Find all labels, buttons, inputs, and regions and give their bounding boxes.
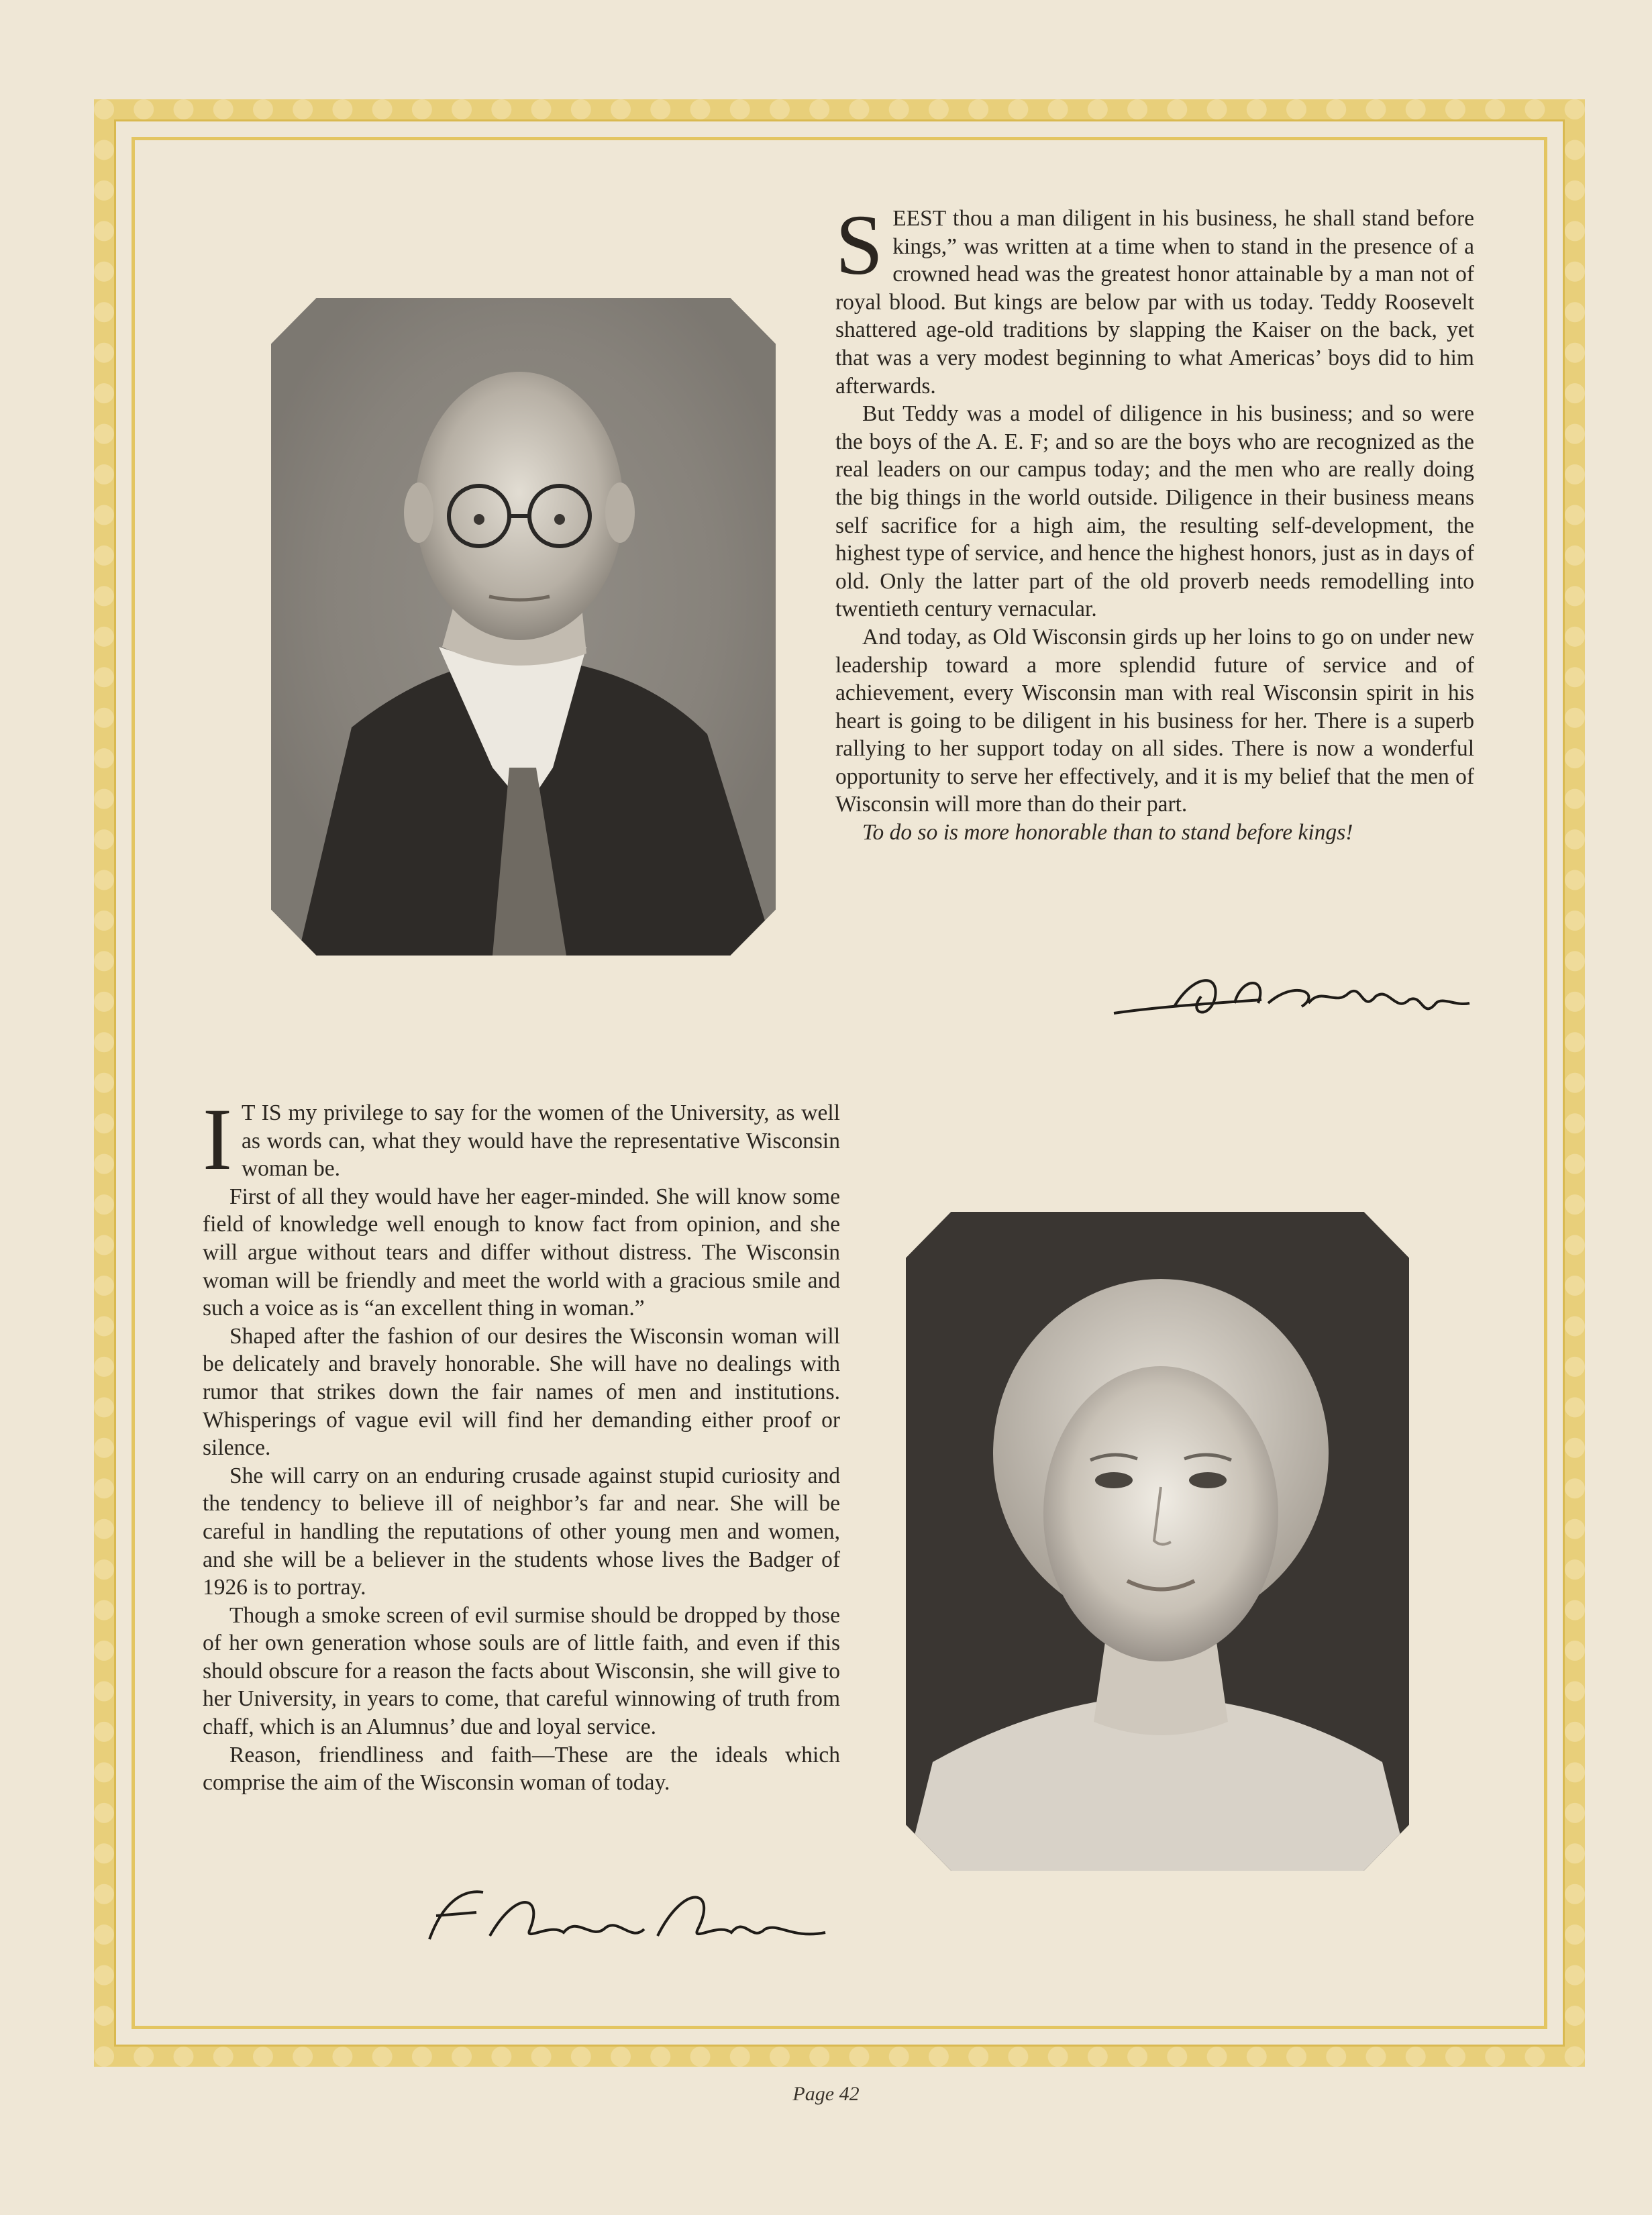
- article-men-paragraph: SEEST thou a man diligent in his business, he shall stand before kings,” was written at a time when to stand in the presence of a crowned head was the greatest honor attainable by a man not of royal blood. But kings are below par with us today. Teddy Roosevelt shattered age-old traditions by slapping the Kaiser on the back, yet that was a very modest beginning to what Americas’ boys did to him afterwards.: [835, 197, 1474, 399]
- article-women-paragraph: She will carry on an enduring crusade against stupid curiosity and the tendency to believe ill of neighbor’s far and near. She will be careful in handling the reputations of other young men and women, and she will be a believer in the students whose lives the Badger of 1926 is to portray.: [203, 1463, 840, 1600]
- article-men-paragraph: And today, as Old Wisconsin girds up her loins to go on under new leadership toward a more splendid future of service and of achievement, every Wisconsin man with real Wisconsin spirit in his heart is going to be diligent in his business for her. There is a superb rallying to her support today on all sides. There is now a wonderful opportunity to serve her effectively, and it is my belief that the men of Wisconsin will more than do their part.: [835, 624, 1474, 817]
- article-men-paragraph: But Teddy was a model of diligence in his business; and so were the boys of the A. E. F; and so are the boys who are recognized as the real leaders on our campus today; and the men who are really doing the big things in the world outside. Diligence in their business means self sacrifice for a high aim, the resulting self-development, the highest type of service, and hence the highest honors, just as in days of old. Only the latter part of the old proverb needs remodelling into twentieth century vernacular.: [835, 401, 1474, 622]
- article-women-paragraph: First of all they would have her eager-minded. She will know some field of knowledge well enough to know fact from opinion, and she will argue without tears and differ without distress. The Wisconsin woman will be friendly and meet the world with a gracious smile and such a voice as is “an excellent thing in woman.”: [203, 1184, 840, 1321]
- closing-line: To do so is more honorable than to stand before kings!: [862, 820, 1353, 845]
- drop-cap: I: [203, 1090, 232, 1188]
- signature-goodnight: [1107, 966, 1483, 1027]
- portrait-man-photo: [271, 298, 776, 956]
- article-women-paragraph: Shaped after the fashion of our desires the Wisconsin woman will be delicately and bravely honorable. She will have no dealings with rumor that strikes down the fair names of men and institutions. Whisperings of vague evil will find her demanding either proof or silence.: [203, 1323, 840, 1461]
- article-women-text: [203, 1090, 840, 1797]
- portrait-woman-photo: [906, 1212, 1409, 1871]
- article-men-text: [835, 197, 1474, 847]
- drop-cap: S: [835, 197, 884, 293]
- article-women-paragraph: Though a smoke screen of evil surmise should be dropped by those of her own generation whose souls are of little faith, and even if this should obscure for a reason the facts about Wisconsin, she will give to her University, in years to come, that careful winnowing of truth from chaff, which is an Alumnus’ due and loyal service.: [203, 1602, 840, 1740]
- signature-nardin: [416, 1875, 832, 1956]
- article-women-paragraph: I T IS my privilege to say for the women of the University, as well as words can, what they would have the representative Wisconsin woman be.: [203, 1090, 840, 1188]
- page-number: Page 42: [792, 2083, 860, 2105]
- article-women-paragraph: Reason, friendliness and faith—These are the ideals which comprise the aim of the Wisconsin woman of today.: [203, 1742, 840, 1796]
